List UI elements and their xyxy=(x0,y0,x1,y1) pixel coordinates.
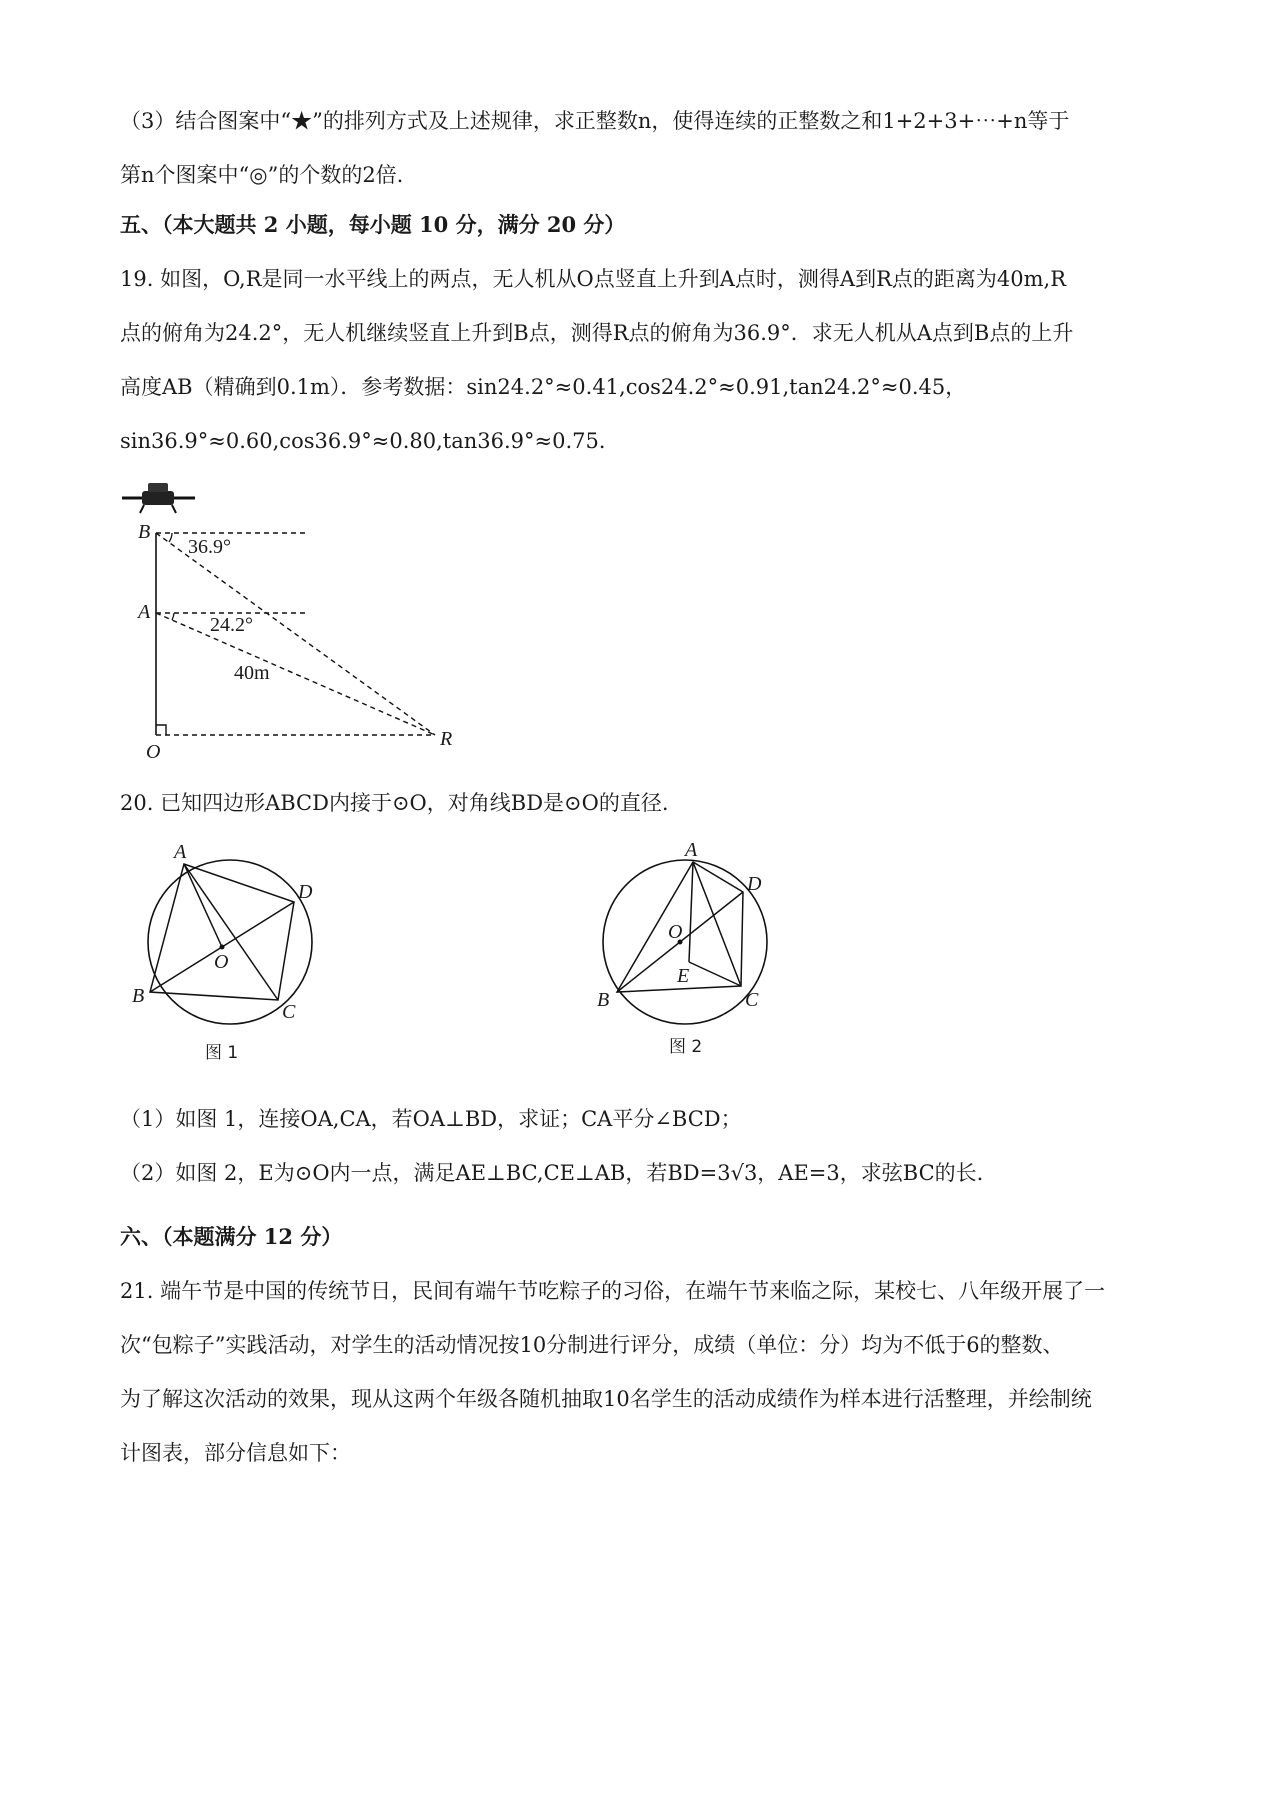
drone-icon xyxy=(122,483,195,513)
distance-ar-label: 40m xyxy=(234,662,270,684)
point-b-label: B xyxy=(138,521,151,543)
q21-line3: 为了解这次活动的效果，现从这两个年级各随机抽取10名学生的活动成绩作为样本进行活整理，并绘制统 xyxy=(120,1387,1092,1411)
angle-b-value: 36.9° xyxy=(188,536,231,558)
segment-ae xyxy=(689,862,693,962)
q20-part1: （1）如图 1，连接OA,CA，若OA⊥BD，求证；CA平分∠BCD； xyxy=(120,1107,742,1131)
angle-arc-a xyxy=(172,613,174,620)
fig2-label-d: D xyxy=(747,873,762,895)
q19-line2: 点的俯角为24.2°，无人机继续竖直上升到B点，测得R点的俯角为36.9°．求无人机从A点到B点的上升 xyxy=(120,321,1074,345)
q20-figure-2 xyxy=(585,840,805,1070)
fig2-label-b: B xyxy=(597,989,610,1011)
point-o-label: O xyxy=(146,741,161,763)
fig1-label-a: A xyxy=(174,841,187,863)
fig2-caption: 图 2 xyxy=(669,1037,703,1057)
section6-heading: 六、（本题满分 12 分） xyxy=(120,1224,343,1249)
q19-line3: 高度AB（精确到0.1m）．参考数据：sin24.2°≈0.41,cos24.2°≈0.91,tan24.2°≈0.45， xyxy=(120,375,967,399)
q20-line1: 20. 已知四边形ABCD内接于⊙O，对角线BD是⊙O的直径. xyxy=(120,791,669,815)
fig2-label-a: A xyxy=(685,840,698,861)
fig1-label-o: O xyxy=(214,951,229,973)
diagonal-ac xyxy=(184,864,278,1000)
section5-heading: 五、（本大题共 2 小题，每小题 10 分，满分 20 分） xyxy=(120,212,626,237)
sight-line-br xyxy=(156,533,435,735)
q21-line1: 21. 端午节是中国的传统节日，民间有端午节吃粽子的习俗，在端午节来临之际，某校七、八年级开展了一 xyxy=(120,1279,1106,1303)
q19-line1: 19. 如图，O,R是同一水平线上的两点，无人机从O点竖直上升到A点时，测得A到R点的距离为40m,R xyxy=(120,267,1067,291)
q19-figure xyxy=(110,475,470,765)
q19-line4: sin36.9°≈0.60,cos36.9°≈0.80,tan36.9°≈0.75． xyxy=(120,429,620,453)
q21-line2: 次“包粽子”实践活动，对学生的活动情况按10分制进行评分，成绩（单位：分）均为不低于6的整数、 xyxy=(120,1333,1064,1357)
point-r-label: R xyxy=(440,728,453,750)
q18-part3-line2: 第n个图案中“◎”的个数的2倍. xyxy=(120,163,404,187)
fig1-label-b: B xyxy=(132,985,145,1007)
fig2-label-c: C xyxy=(745,989,759,1011)
q18-part3-line1: （3）结合图案中“★”的排列方式及上述规律，求正整数n，使得连续的正整数之和1+2+3+⋯+n等于 xyxy=(120,109,1070,133)
angle-a-value: 24.2° xyxy=(210,614,253,636)
q21-line4: 计图表，部分信息如下： xyxy=(120,1441,351,1465)
angle-arc-b xyxy=(169,533,172,542)
q20-part2: （2）如图 2，E为⊙O内一点，满足AE⊥BC,CE⊥AB，若BD=3√3，AE=3，求弦BC的长. xyxy=(120,1161,984,1185)
q20-figure-1 xyxy=(130,840,350,1070)
fig1-caption: 图 1 xyxy=(205,1043,239,1063)
fig2-label-o: O xyxy=(668,921,683,943)
right-angle-marker xyxy=(156,725,166,735)
segment-oa xyxy=(184,864,222,947)
fig1-label-d: D xyxy=(298,881,313,903)
fig1-label-c: C xyxy=(282,1001,296,1023)
point-a-label: A xyxy=(138,601,151,623)
center-point xyxy=(220,945,225,950)
sight-line-ar xyxy=(156,613,435,735)
fig2-label-e: E xyxy=(677,965,690,987)
